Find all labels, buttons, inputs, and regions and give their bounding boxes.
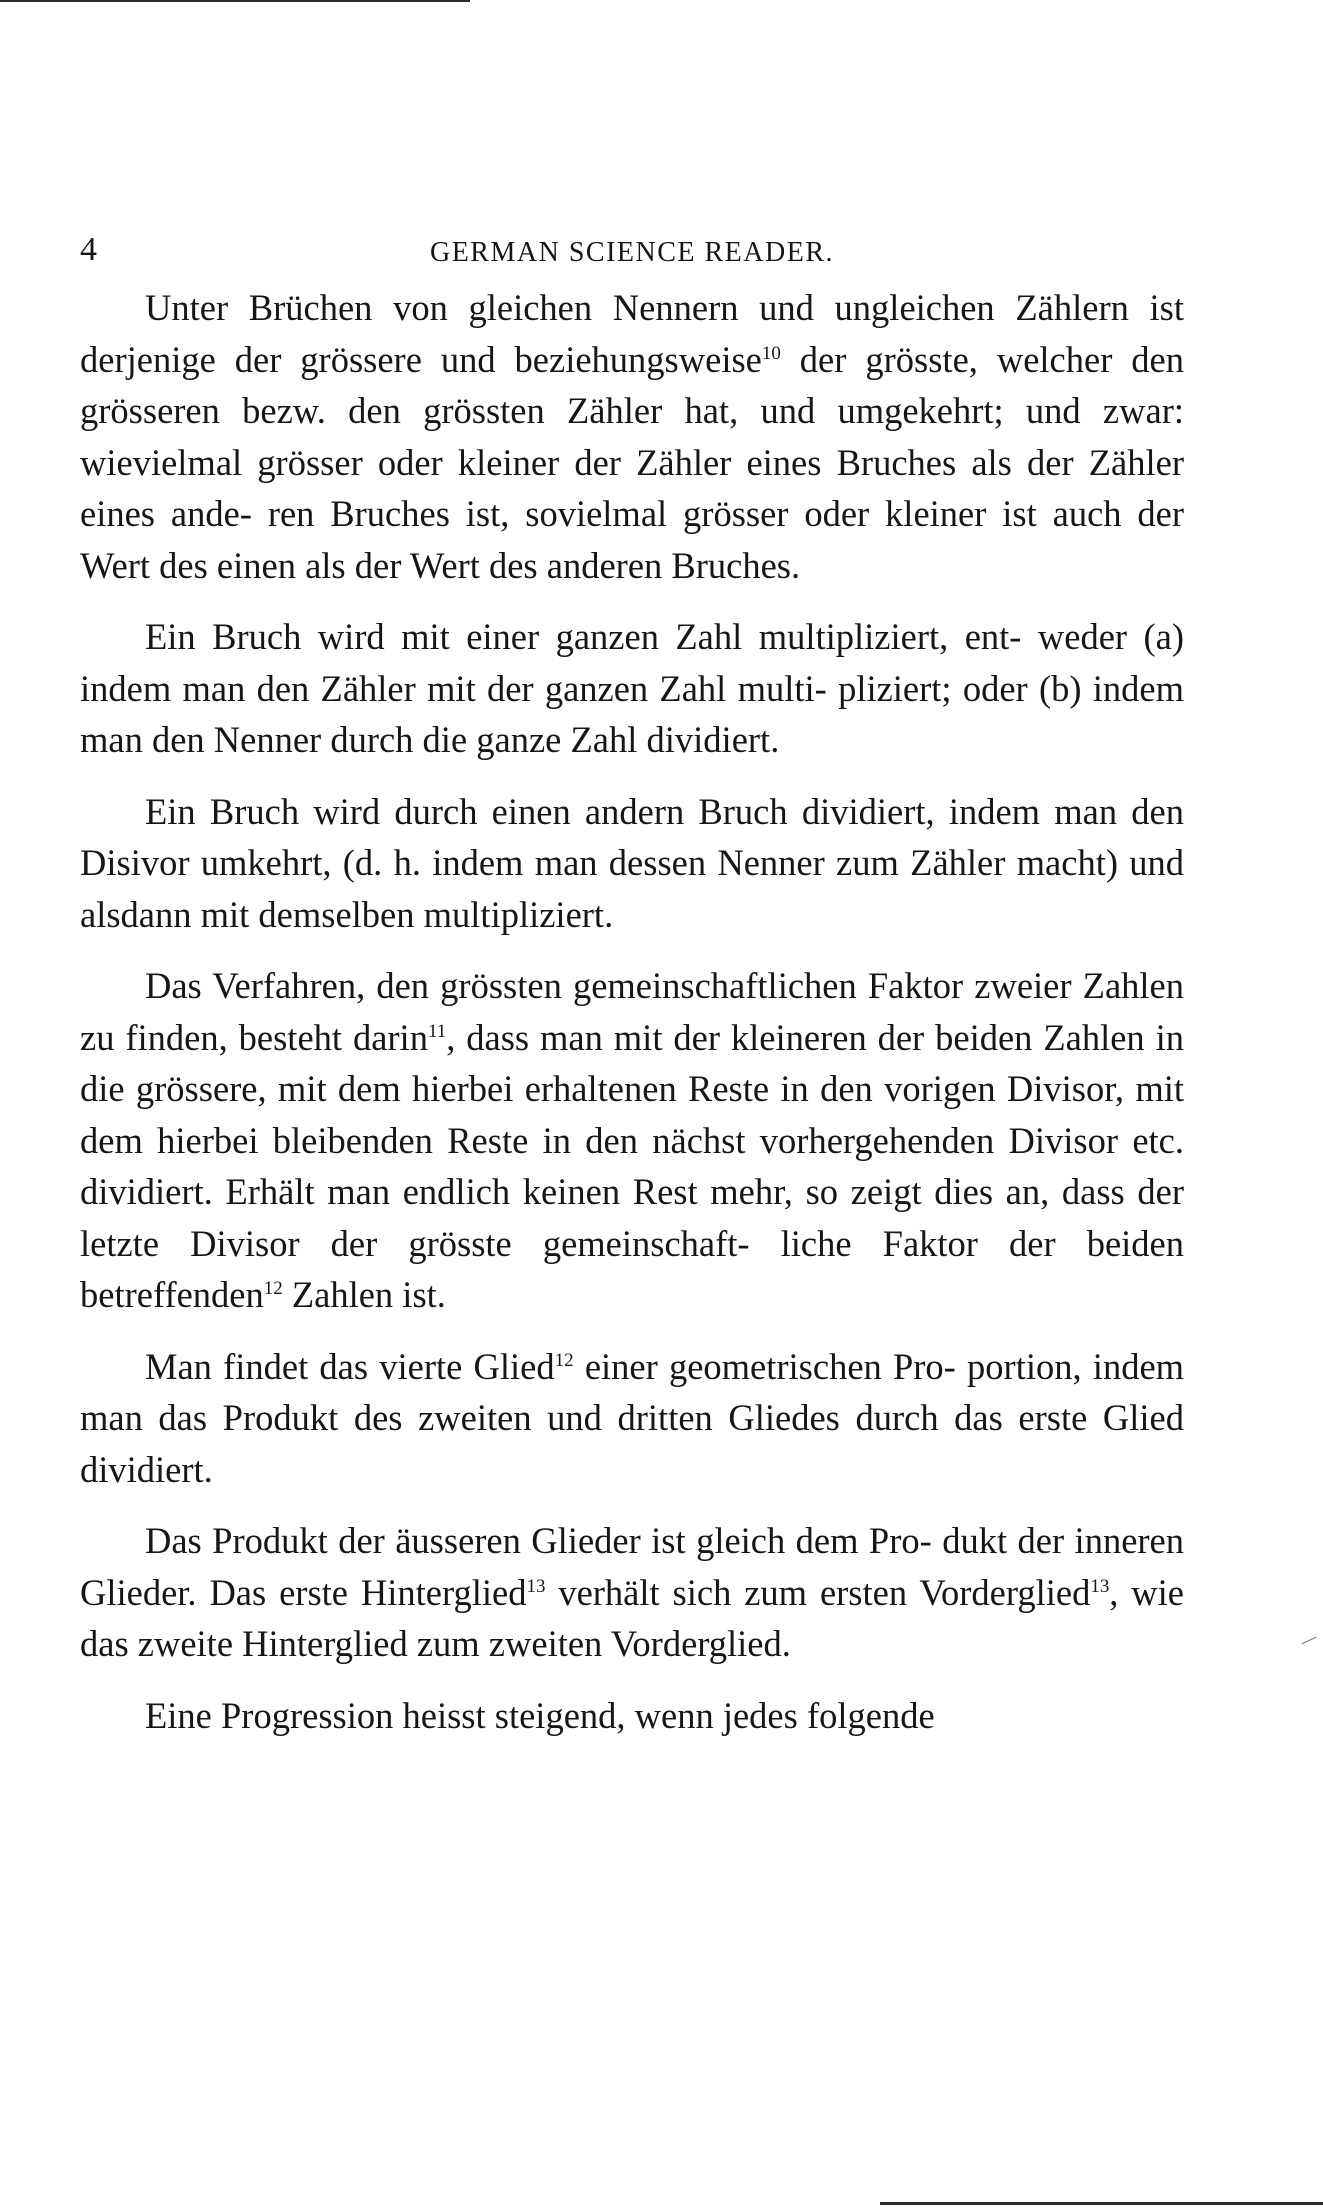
line: Ein Bruch wird mit einer ganzen Zahl multipliziert, ent- [145,616,1022,657]
line: dukt der inneren Glieder. Das erste Hinterglied [80,1520,1184,1613]
line: Wert des einen als der Wert des anderen Bruches. [80,544,801,586]
footnote-ref: 12 [263,1277,283,1299]
line: Eine Progression heisst steigend, wenn jedes folgende [145,1694,935,1736]
line: Zählern ist derjenige der grössere und beziehungsweise [80,287,1185,380]
line: Das Produkt der äusseren Glieder ist gleich dem Pro- [145,1520,932,1561]
footnote-ref: 10 [761,342,781,364]
line-continuation: verhält [558,1571,660,1613]
line-continuation: Zahlen ist. [291,1274,446,1315]
line: weder (a) indem man den Zähler mit der ganzen Zahl multi- [80,616,1185,709]
line: Gliedes durch das erste Glied dividiert. [80,1397,1184,1490]
running-head [80,212,1184,282]
line: Nenner zum Zähler macht) und alsdann mit demselben [80,842,1184,935]
running-title: GERMAN SCIENCE READER. [429,237,834,268]
line: Man findet das vierte Glied [145,1345,555,1387]
book-page [80,212,1184,1761]
line: liche Faktor der beiden betreffenden [80,1222,1184,1315]
scan-edge-top [0,0,470,2]
line: Unter Brüchen von gleichen Nennern und ungleichen [145,287,995,328]
paragraph-proportion-terms [80,1515,1184,1670]
line: sich zum ersten Vorderglied [672,1571,1091,1613]
line: hat, und umgekehrt; und zwar: wievielmal grösser oder [80,390,1184,483]
line: Das Verfahren, den grössten gemeinschaftlichen Faktor [145,965,964,1006]
footnote-ref: 11 [427,1020,447,1042]
paragraph-multiplication [80,611,1184,766]
footnote-ref: 13 [1090,1575,1110,1597]
line: dies an, dass der letzte Divisor der grösste gemeinschaft- [80,1171,1185,1264]
line-continuation: , dass man mit der [446,1016,720,1058]
paragraph-division [80,786,1184,941]
line: multipliziert. [423,893,614,935]
paragraph-fourth-term [80,1341,1184,1496]
line: indem man den Disivor umkehrt, (d. h. indem man dessen [80,790,1184,883]
line-continuation: einer geometrischen Pro- [584,1345,956,1387]
line: erhaltenen Reste in den vorigen Divisor, mit dem hierbei [80,1068,1185,1161]
line: ren Bruches ist, sovielmal grösser oder kleiner ist auch der [267,493,1185,534]
page-number: 4 [80,231,97,268]
line: portion, indem man das Produkt des zweiten und dritten [80,1345,1185,1438]
paragraph-greatest-common-factor [80,960,1184,1321]
line: Ein Bruch wird durch einen andern Bruch dividiert, [145,790,935,832]
line: kleiner der Zähler eines Bruches als der Zähler eines ande- [80,441,1184,534]
footnote-ref: 13 [526,1575,546,1597]
line: Zahl dividiert. [570,719,780,760]
footnote-ref: 12 [554,1349,574,1371]
page-body [80,282,1184,1741]
line: kleineren der beiden Zahlen in die grössere, mit dem hierbei [80,1016,1184,1109]
line: bleibenden Reste in den nächst vorhergehenden Divisor etc. [272,1119,1185,1161]
paragraph-progression [80,1690,1184,1742]
line-continuation: , wie das zweite Hinterglied [80,1571,1185,1664]
line: grösste, welcher den grösseren bezw. den grössten Zähler [80,338,1184,431]
scan-speck [1302,1637,1317,1645]
line: pliziert; oder (b) indem man den Nenner durch die ganze [80,667,1184,760]
line: zum zweiten Vorderglied. [416,1623,791,1664]
scan-edge-bottom [880,2202,1323,2205]
line: dividiert. Erhält man endlich keinen Rest mehr, so zeigt [80,1171,922,1212]
line: zweier Zahlen zu finden, besteht darin [80,965,1184,1058]
paragraph-fractions-comparison: Unter Brüchen von gleichen Nennern und ungleichen Zählern ist derjenige der grössere und beziehungsweise$^{10}$ der grösste, welcher den grösseren bezw. den grössten Zähler hat, und umgekehrt; und zwar: wievielmal grösser oder kleiner der Zähler eines Bruches als der Zähler eines ande- ren Bruches ist, sovielmal grösser oder kleiner ist auch der Wert des einen als der Wert des anderen Bruches. [80,287,1185,586]
